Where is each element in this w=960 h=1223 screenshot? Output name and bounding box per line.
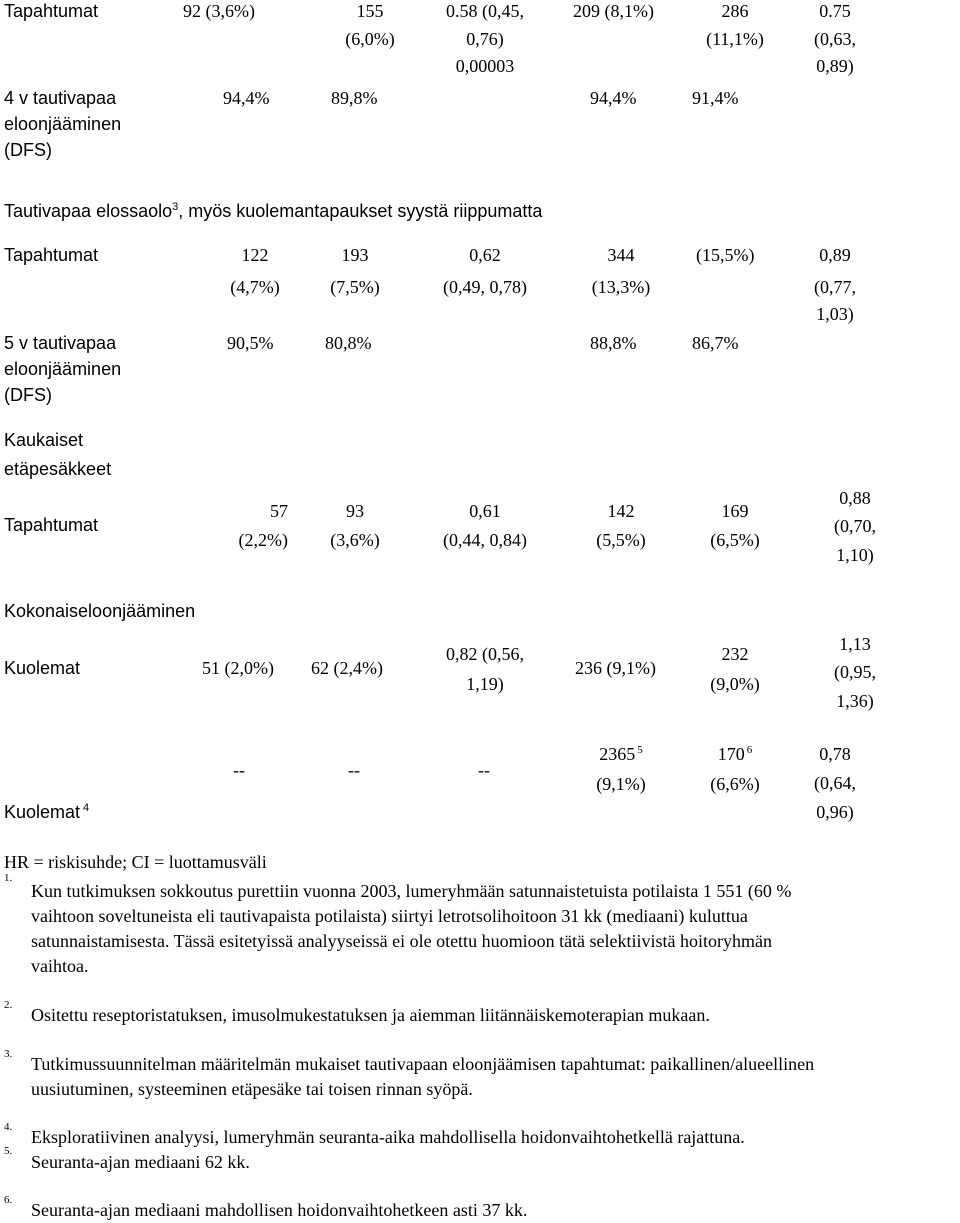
cell-kuolemat-c5-line1: 232 [721,644,749,664]
cell-tapahtumat2-c6-line1: 0,88 [839,488,871,508]
cell-kuolemat-c3-line2: 1,19) [466,674,504,694]
row-label-dfs5-line3: (DFS) [4,385,52,405]
cell-tapahtumat-c1-line1: 122 [241,245,269,265]
cell-kuolemat-c4: 236 (9,1%) [575,658,656,678]
cell-tapahtumat2-c2-line1: 93 [346,501,364,521]
footnote-number-5: 5. [4,1145,13,1157]
cell-kuolemat-c2: 62 (2,4%) [311,658,383,678]
cell-dfs4-c5: 91,4% [692,88,739,108]
cell-tapahtumat-c2-line2: (6,0%) [345,29,395,49]
cell-tapahtumat-c1-line2: (4,7%) [230,277,280,297]
footnote-6-line1: Seuranta-ajan mediaani mahdollisen hoidonvaihtohetkeen asti 37 kk. [31,1200,528,1220]
cell-dfs5-c2: 80,8% [325,333,372,353]
cell-tapahtumat2-c4-line1: 142 [607,501,635,521]
cell-kuolemat-c6-line2: (0,95, [834,662,876,682]
cell-tapahtumat-c5-line2: (11,1%) [706,29,764,49]
footnote-number-6: 6. [4,1194,13,1206]
cell-kuolemat-c3-line1: 0,82 (0,56, [446,644,524,664]
cell-dfs5-c4: 88,8% [590,333,637,353]
row-label-tapahtumat: Tapahtumat [4,1,99,21]
cell-tapahtumat2-c4-line2: (5,5%) [596,530,646,550]
cell-tapahtumat-c6-line3: 0,89) [816,56,854,76]
cell-kuolemat-c6-line1: 1,13 [839,634,871,654]
cell-tapahtumat-c2-line1: 193 [341,245,369,265]
footnote-5-line1: Seuranta-ajan mediaani 62 kk. [31,1152,250,1172]
cell-kuolemat4-c5-line2: (6,6%) [710,774,760,794]
cell-tapahtumat2-c6-line3: 1,10) [836,545,874,565]
row-label-dfs4-line2: eloonjääminen [4,114,122,134]
cell-tapahtumat-c6-line2: (0,63, [814,29,856,49]
row-label-kaukaiset-line1: Kaukaiset [4,430,84,450]
cell-tapahtumat-c4-line1: 344 [607,245,635,265]
cell-kuolemat-c1: 51 (2,0%) [202,658,274,678]
row-label-dfs4-line1: 4 v tautivapaa [4,88,117,108]
cell-kuolemat4-c2: -- [348,760,360,780]
cell-tapahtumat-c4-line2: (13,3%) [591,277,651,297]
cell-tapahtumat-c6-line1: 0.75 [819,1,851,21]
cell-tapahtumat-c4: 209 (8,1%) [573,1,654,21]
cell-tapahtumat-c1: 92 (3,6%) [183,1,255,21]
cell-tapahtumat-c2-line1: 155 [356,1,384,21]
cell-tapahtumat2-c1-line1: 57 [270,501,288,521]
cell-dfs5-c5: 86,7% [692,333,739,353]
cell-kuolemat4-c6-line2: (0,64, [814,773,856,793]
cell-tapahtumat2-c1-line2: (2,2%) [238,530,288,550]
cell-dfs5-c1: 90,5% [227,333,274,353]
cell-tapahtumat2-c6-line2: (0,70, [834,516,876,536]
footnote-1-line1: Kun tutkimuksen sokkoutus purettiin vuonna 2003, lumeryhmään satunnaistetuista potilaista 1 551 (60 % [31,881,792,901]
cell-tapahtumat-c2-line2: (7,5%) [330,277,380,297]
cell-tapahtumat-c6-line2: (0,77, [814,277,856,297]
cell-kuolemat4-c1: -- [233,760,245,780]
footnote-4-line1: Eksploratiivinen analyysi, lumeryhmän seuranta-aika mahdollisella hoidonvaihtohetkellä rajattuna. [31,1127,745,1147]
cell-tapahtumat-c6-line1: 0,89 [819,245,851,265]
row-label-tapahtumat: Tapahtumat [4,245,99,265]
cell-tapahtumat2-c5-line2: (6,5%) [710,530,760,550]
footnote-number-4: 4. [4,1121,13,1133]
cell-tapahtumat-c3-line2: 0,76) [466,29,504,49]
row-label-kaukaiset-line2: etäpesäkkeet [4,459,112,479]
cell-kuolemat4-c3: -- [478,760,490,780]
footnote-1-line4: vaihtoa. [31,956,89,976]
row-label-dfs5-line2: eloonjääminen [4,359,122,379]
footnote-3-line1: Tutkimussuunnitelman määritelmän mukaiset tautivapaan eloonjäämisen tapahtumat: paikallinen/alueellinen [31,1054,815,1074]
section-heading-dfs: Tautivapaa elossaolo$^3$, myös kuolemantapaukset syystä riippumatta [4,201,543,221]
cell-tapahtumat-c6-line3: 1,03) [816,304,854,324]
footnote-3-line2: uusiutuminen, systeeminen etäpesäke tai toisen rinnan syöpä. [31,1079,473,1099]
section-heading-os: Kokonaiseloonjääminen [4,601,196,621]
footnote-2-line1: Ositettu reseptoristatuksen, imusolmukestatuksen ja aiemman liitännäiskemoterapian mukaan. [31,1005,710,1025]
footnote-abbreviations: HR = riskisuhde; CI = luottamusväli [4,852,267,872]
cell-dfs4-c4: 94,4% [590,88,637,108]
cell-tapahtumat-c5-line1: 286 [721,1,749,21]
row-label-kuolemat4: Kuolemat $^4$ [4,802,90,822]
cell-kuolemat-c5-line2: (9,0%) [710,674,760,694]
cell-tapahtumat-c3-line1: 0,62 [469,245,501,265]
cell-tapahtumat2-c5-line1: 169 [721,501,749,521]
footnote-number-1: 1. [4,872,13,884]
cell-tapahtumat-c3-line3: 0,00003 [455,56,515,76]
cell-kuolemat4-c4-line1: 2365 $^5$ [599,744,643,764]
footnote-number-2: 2. [4,999,13,1011]
cell-kuolemat4-c4-line2: (9,1%) [596,774,646,794]
footnote-1-line3: satunnaistamisesta. Tässä esitetyissä analyyseissä ei ole otettu huomioon tätä selektiivistä hoitoryhmän [31,931,773,951]
cell-tapahtumat-c3-line2: (0,49, 0,78) [443,277,527,297]
footnote-number-3: 3. [4,1048,13,1060]
cell-dfs4-c2: 89,8% [331,88,378,108]
row-label-dfs5-line1: 5 v tautivapaa [4,333,117,353]
cell-kuolemat4-c6-line1: 0,78 [819,744,851,764]
cell-tapahtumat-c3-line1: 0.58 (0,45, [446,1,524,21]
footnote-1-line2: vaihtoon soveltuneista eli tautivapaista potilaista) siirtyi letrotsolihoitoon 31 kk (mediaani) kuluttua [31,906,748,926]
cell-tapahtumat2-c3-line2: (0,44, 0,84) [443,530,527,550]
cell-kuolemat4-c5-line1: 170 $^6$ [717,744,753,764]
cell-kuolemat-c6-line3: 1,36) [836,691,874,711]
cell-kuolemat4-c6-line3: 0,96) [816,802,854,822]
row-label-dfs4-line3: (DFS) [4,140,52,160]
row-label-kuolemat: Kuolemat [4,658,81,678]
cell-tapahtumat2-c3-line1: 0,61 [469,501,501,521]
cell-dfs4-c1: 94,4% [223,88,270,108]
cell-tapahtumat-c5: (15,5%) [696,245,755,265]
cell-tapahtumat2-c2-line2: (3,6%) [330,530,380,550]
row-label-tapahtumat: Tapahtumat [4,515,99,535]
